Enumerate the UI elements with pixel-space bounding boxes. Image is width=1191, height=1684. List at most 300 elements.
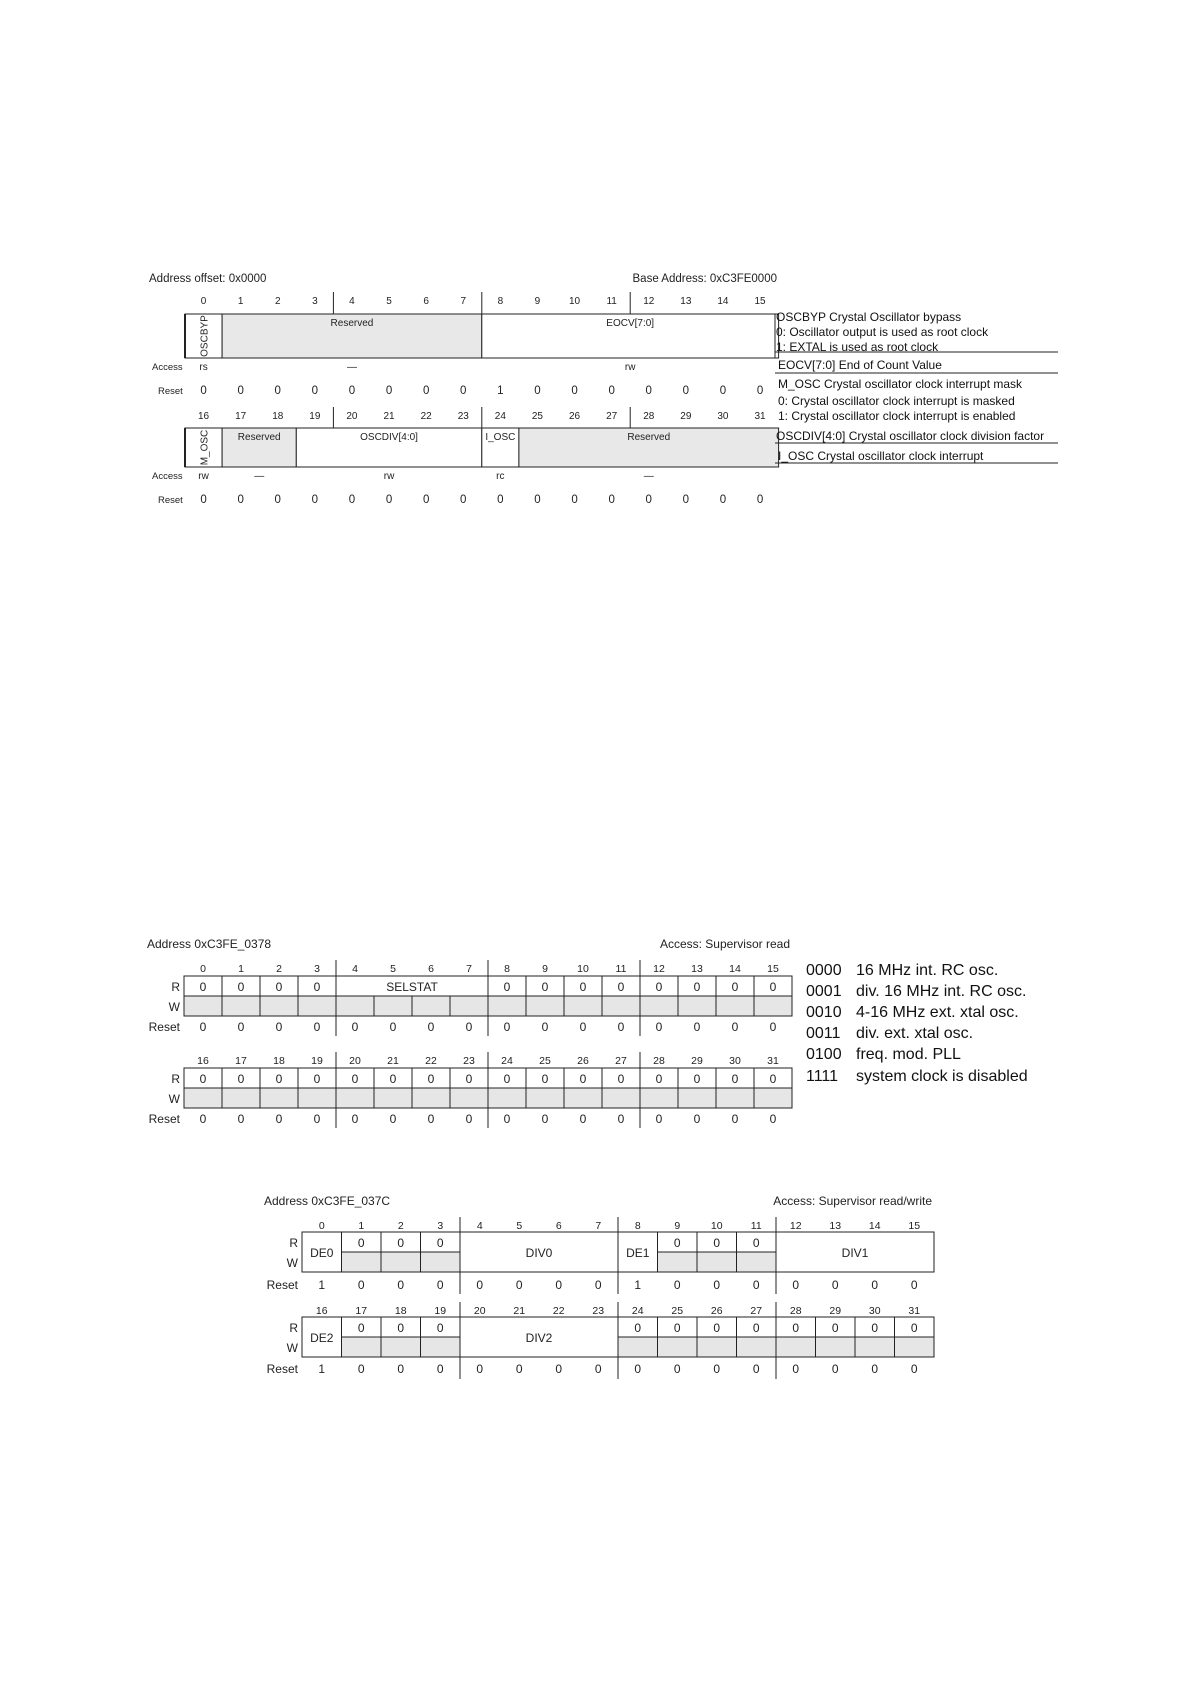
r-value: 0 — [617, 980, 625, 994]
w-cell — [678, 1088, 716, 1108]
reset-value: 0 — [792, 1278, 800, 1292]
w-cell — [716, 996, 754, 1016]
field-label-vertical: M_OSC — [199, 429, 211, 466]
bit-number: 29 — [829, 1305, 842, 1317]
w-cell — [374, 1088, 412, 1108]
w-cell — [450, 996, 488, 1016]
reset-value: 0 — [731, 1112, 739, 1126]
w-cell — [381, 1252, 421, 1272]
reset-value: 0 — [655, 1112, 663, 1126]
bit-number: 3 — [314, 963, 320, 975]
w-cell — [488, 1088, 526, 1108]
reset-value: 0 — [579, 1112, 587, 1126]
legend2-text: 16 MHz int. RC osc. — [856, 962, 999, 979]
bit-number: 22 — [552, 1305, 565, 1317]
reset-value: 0 — [313, 1020, 321, 1034]
bit-number: 15 — [754, 296, 766, 307]
bit-number: 16 — [197, 1055, 209, 1067]
reset-value: 0 — [503, 1020, 511, 1034]
reset-value: 0 — [541, 1112, 549, 1126]
bit-number: 1 — [238, 963, 244, 975]
legend1-line: OSCDIV[4:0] Crystal oscillator clock division factor — [776, 429, 1045, 443]
bit-number: 9 — [674, 1220, 681, 1232]
reset-value: 0 — [460, 385, 467, 397]
r-value: 0 — [237, 980, 245, 994]
bit-number: 6 — [423, 296, 429, 307]
reset-value: 0 — [427, 1020, 435, 1034]
bit-number: 28 — [643, 411, 655, 422]
w-cell — [342, 1252, 382, 1272]
field-label: DE0 — [310, 1246, 334, 1260]
w-cell — [450, 1088, 488, 1108]
access-value: rw — [624, 362, 636, 373]
field-label: I_OSC — [485, 432, 516, 443]
w-cell — [488, 996, 526, 1016]
reset-value: 0 — [199, 1020, 207, 1034]
bit-number: 26 — [710, 1305, 723, 1317]
bit-number: 9 — [542, 963, 548, 975]
legend2-code: 0100 — [806, 1046, 842, 1063]
bit-number: 7 — [460, 296, 467, 307]
bit-number: 19 — [309, 411, 321, 422]
reset-value: 0 — [313, 1112, 321, 1126]
bit-number: 5 — [386, 296, 392, 307]
reset-value: 0 — [756, 385, 764, 397]
legend1-line: OSCBYP Crystal Oscillator bypass — [776, 310, 962, 324]
reset-value: 0 — [515, 1362, 523, 1376]
bit-number: 0 — [318, 1220, 325, 1232]
reset-value: 0 — [389, 1020, 397, 1034]
bit-number: 16 — [315, 1305, 328, 1317]
bit-number: 18 — [272, 411, 284, 422]
bit-number: 0 — [200, 296, 207, 307]
reset-value: 0 — [693, 1020, 701, 1034]
r-value: 0 — [673, 1321, 681, 1335]
bit-number: 22 — [425, 1055, 437, 1067]
w-cell — [298, 1088, 336, 1108]
r-value: 0 — [313, 1072, 321, 1086]
reset-value: 1 — [318, 1362, 326, 1376]
field-label: Reserved — [237, 432, 281, 443]
reset-value: 0 — [436, 1278, 444, 1292]
bit-number: 0 — [200, 963, 206, 975]
reset-value: 0 — [311, 494, 319, 506]
r-value: 0 — [357, 1236, 365, 1250]
r-value: 0 — [655, 980, 663, 994]
bit-number: 8 — [497, 296, 504, 307]
bit-number: 13 — [691, 963, 703, 975]
bit-number: 20 — [346, 411, 358, 422]
reset-row-label: Reset — [158, 495, 183, 506]
field-label: DE2 — [310, 1331, 334, 1345]
bit-number: 26 — [568, 411, 581, 422]
w-row-label: W — [286, 1256, 298, 1270]
bit-number: 24 — [494, 411, 506, 422]
reset-value: 0 — [910, 1362, 918, 1376]
w-cell — [260, 1088, 298, 1108]
w-cell — [697, 1337, 737, 1357]
r-value: 0 — [910, 1321, 918, 1335]
access-value: — — [346, 362, 357, 373]
bit-number: 25 — [671, 1305, 684, 1317]
r-value: 0 — [541, 1072, 549, 1086]
r-value: 0 — [389, 1072, 397, 1086]
bit-number: 12 — [789, 1220, 802, 1232]
reset-value: 0 — [571, 385, 578, 397]
reset-value: 0 — [769, 1112, 777, 1126]
w-cell — [737, 1337, 777, 1357]
bit-number: 30 — [868, 1305, 881, 1317]
bit-number: 4 — [352, 963, 358, 975]
bit-number: 7 — [466, 963, 472, 975]
reset-value: 0 — [476, 1278, 484, 1292]
r-value: 0 — [731, 980, 739, 994]
bit-number: 10 — [710, 1220, 723, 1232]
bit-number: 14 — [868, 1220, 881, 1232]
reset-value: 1 — [497, 385, 504, 397]
bit-number: 6 — [428, 963, 434, 975]
field-label: EOCV[7:0] — [606, 318, 655, 329]
bit-number: 14 — [729, 963, 741, 975]
w-cell — [421, 1252, 461, 1272]
reset-value: 0 — [645, 385, 652, 397]
r-value: 0 — [397, 1321, 405, 1335]
r-value: 0 — [313, 980, 321, 994]
bit-number: 13 — [829, 1220, 842, 1232]
reset-value: 0 — [871, 1362, 879, 1376]
w-cell — [526, 1088, 564, 1108]
r-value: 0 — [275, 980, 283, 994]
r-value: 0 — [713, 1321, 721, 1335]
bit-number: 15 — [908, 1220, 921, 1232]
w-row-label: W — [286, 1341, 298, 1355]
bit-number: 10 — [577, 963, 589, 975]
r-value: 0 — [237, 1072, 245, 1086]
r-value: 0 — [351, 1072, 359, 1086]
r-value: 0 — [693, 980, 701, 994]
reset-value: 0 — [673, 1278, 681, 1292]
reset-value: 0 — [608, 385, 615, 397]
reset-value: 0 — [397, 1278, 405, 1292]
r-value: 0 — [503, 1072, 511, 1086]
bit-number: 21 — [513, 1305, 526, 1317]
bit-number: 20 — [473, 1305, 486, 1317]
legend1-line: I_OSC Crystal oscillator clock interrupt — [778, 449, 984, 463]
r-value: 0 — [752, 1321, 760, 1335]
bit-number: 29 — [691, 1055, 703, 1067]
access-row-label: Access — [152, 362, 183, 373]
bit-number: 4 — [476, 1220, 483, 1232]
legend1-line: 0: Oscillator output is used as root clock — [776, 325, 989, 339]
bit-number: 2 — [274, 296, 281, 307]
r-value: 0 — [731, 1072, 739, 1086]
w-cell — [754, 996, 792, 1016]
reset-value: 0 — [422, 494, 430, 506]
reset-value: 0 — [682, 385, 690, 397]
w-cell — [618, 1337, 658, 1357]
bit-number: 17 — [235, 411, 247, 422]
w-cell — [737, 1252, 777, 1272]
field-label: DE1 — [626, 1246, 650, 1260]
reset-value: 0 — [634, 1362, 642, 1376]
reset-row-label: Reset — [148, 1020, 180, 1034]
r-row-label: R — [171, 1072, 180, 1086]
reset-value: 0 — [534, 385, 541, 397]
bit-number: 15 — [767, 963, 779, 975]
bit-number: 2 — [397, 1220, 404, 1232]
bit-number: 3 — [312, 296, 318, 307]
w-cell — [222, 996, 260, 1016]
reset-value: 0 — [275, 1112, 283, 1126]
bit-number: 24 — [501, 1055, 513, 1067]
bit-number: 7 — [595, 1220, 602, 1232]
legend2-text: div. ext. xtal osc. — [856, 1025, 974, 1042]
legend2-code: 0010 — [806, 1004, 842, 1021]
w-cell — [381, 1337, 421, 1357]
r-value: 0 — [831, 1321, 839, 1335]
reset-value: 0 — [465, 1020, 473, 1034]
reset-value: 0 — [385, 494, 393, 506]
w-cell — [640, 1088, 678, 1108]
bit-number: 3 — [437, 1220, 444, 1232]
access-value: — — [643, 471, 654, 482]
reset-value: 0 — [497, 494, 504, 506]
bit-number: 28 — [789, 1305, 802, 1317]
r-value: 0 — [713, 1236, 721, 1250]
reset-value: 0 — [555, 1278, 563, 1292]
w-cell — [336, 996, 374, 1016]
w-cell — [184, 996, 222, 1016]
reset-value: 0 — [608, 494, 615, 506]
access-value: rs — [199, 362, 208, 373]
r-value: 0 — [436, 1236, 444, 1250]
bit-number: 18 — [394, 1305, 407, 1317]
r-value: 0 — [871, 1321, 879, 1335]
bit-number: 27 — [750, 1305, 763, 1317]
w-cell — [184, 1088, 222, 1108]
r-value: 0 — [199, 980, 207, 994]
bit-number: 30 — [729, 1055, 741, 1067]
legend1-line: 0: Crystal oscillator clock interrupt is masked — [778, 394, 1015, 408]
r-value: 0 — [769, 1072, 777, 1086]
bit-number: 5 — [516, 1220, 523, 1232]
bit-number: 21 — [383, 411, 395, 422]
field-label: Reserved — [627, 432, 671, 443]
bit-number: 1 — [237, 296, 244, 307]
bit-number: 11 — [750, 1220, 762, 1232]
reset-value: 0 — [275, 1020, 283, 1034]
register2-address: Address 0xC3FE_0378 — [147, 937, 272, 951]
legend1-line: M_OSC Crystal oscillator clock interrupt mask — [778, 377, 1023, 391]
register3-address: Address 0xC3FE_037C — [264, 1194, 391, 1208]
w-cell — [716, 1088, 754, 1108]
field-label: DIV2 — [525, 1331, 553, 1345]
bit-number: 9 — [534, 296, 541, 307]
bit-number: 31 — [754, 411, 766, 422]
bit-number: 25 — [539, 1055, 551, 1067]
w-cell — [374, 996, 412, 1016]
bit-number: 26 — [577, 1055, 589, 1067]
r-value: 0 — [503, 980, 511, 994]
field-label: SELSTAT — [386, 980, 438, 994]
reset-value: 0 — [713, 1278, 721, 1292]
reset-value: 1 — [634, 1278, 642, 1292]
legend2-text: system clock is disabled — [856, 1068, 1028, 1085]
bit-number: 14 — [717, 296, 729, 307]
reset-value: 0 — [348, 385, 356, 397]
field-label: OSCDIV[4:0] — [360, 432, 418, 443]
reset-value: 0 — [357, 1362, 365, 1376]
reset-row-label: Reset — [266, 1278, 298, 1292]
w-cell — [678, 996, 716, 1016]
reset-value: 0 — [617, 1020, 625, 1034]
bit-number: 2 — [276, 963, 282, 975]
bit-number: 27 — [606, 411, 618, 422]
reset-value: 0 — [910, 1278, 918, 1292]
reset-value: 0 — [719, 494, 727, 506]
reset-value: 0 — [199, 1112, 207, 1126]
w-cell — [602, 996, 640, 1016]
w-cell — [222, 1088, 260, 1108]
reset-value: 0 — [719, 385, 727, 397]
reset-value: 0 — [351, 1020, 359, 1034]
w-cell — [640, 996, 678, 1016]
r-row-label: R — [171, 980, 180, 994]
reset-value: 0 — [594, 1278, 602, 1292]
r-value: 0 — [397, 1236, 405, 1250]
r-value: 0 — [617, 1072, 625, 1086]
bit-number: 25 — [531, 411, 544, 422]
w-cell — [816, 1337, 856, 1357]
reset-value: 0 — [427, 1112, 435, 1126]
reset-value: 0 — [792, 1362, 800, 1376]
register3-access: Access: Supervisor read/write — [773, 1194, 932, 1208]
r-row-label: R — [289, 1321, 298, 1335]
reset-value: 0 — [237, 1112, 245, 1126]
field-label: Reserved — [330, 318, 374, 329]
r-value: 0 — [357, 1321, 365, 1335]
r-value: 0 — [275, 1072, 283, 1086]
reset-value: 0 — [274, 385, 281, 397]
w-cell — [526, 996, 564, 1016]
reset-row-label: Reset — [148, 1112, 180, 1126]
r-value: 0 — [769, 980, 777, 994]
reset-value: 0 — [385, 385, 393, 397]
reset-value: 0 — [311, 385, 319, 397]
reset-value: 0 — [351, 1112, 359, 1126]
r-value: 0 — [436, 1321, 444, 1335]
r-value: 0 — [673, 1236, 681, 1250]
reset-value: 0 — [752, 1362, 760, 1376]
access-value: rw — [198, 471, 209, 482]
reset-value: 0 — [200, 385, 207, 397]
bit-number: 11 — [615, 963, 627, 975]
bit-number: 6 — [555, 1220, 562, 1232]
bit-number: 19 — [434, 1305, 447, 1317]
reset-value: 0 — [357, 1278, 365, 1292]
bit-number: 23 — [463, 1055, 475, 1067]
bit-number: 17 — [355, 1305, 368, 1317]
reset-value: 0 — [752, 1278, 760, 1292]
legend2-code: 0011 — [806, 1025, 841, 1042]
reset-value: 0 — [541, 1020, 549, 1034]
reset-value: 0 — [645, 494, 652, 506]
field-label-vertical: OSCBYP — [199, 315, 211, 357]
legend1-line: 1: EXTAL is used as root clock — [776, 340, 939, 354]
bit-number: 19 — [311, 1055, 323, 1067]
w-cell — [658, 1337, 698, 1357]
bit-number: 30 — [717, 411, 729, 422]
reset-value: 0 — [831, 1278, 839, 1292]
reset-value: 0 — [871, 1278, 879, 1292]
bit-number: 5 — [390, 963, 396, 975]
reset-value: 0 — [555, 1362, 563, 1376]
reset-value: 0 — [515, 1278, 523, 1292]
legend1-line: 1: Crystal oscillator clock interrupt is enabled — [778, 409, 1016, 423]
reset-value: 0 — [831, 1362, 839, 1376]
reset-value: 0 — [237, 1020, 245, 1034]
reset-value: 0 — [693, 1112, 701, 1126]
legend2-text: 4-16 MHz ext. xtal osc. — [856, 1004, 1019, 1021]
bit-number: 23 — [457, 411, 469, 422]
reset-value: 0 — [579, 1020, 587, 1034]
w-cell — [298, 996, 336, 1016]
w-cell — [776, 1337, 816, 1357]
w-cell — [697, 1252, 737, 1272]
reset-value: 0 — [348, 494, 356, 506]
r-value: 0 — [465, 1072, 473, 1086]
legend2-text: div. 16 MHz int. RC osc. — [856, 983, 1027, 1000]
r-value: 0 — [634, 1321, 642, 1335]
reset-value: 0 — [673, 1362, 681, 1376]
bit-number: 31 — [767, 1055, 779, 1067]
reset-value: 0 — [756, 494, 764, 506]
w-cell — [421, 1337, 461, 1357]
bit-number: 16 — [197, 411, 210, 422]
reset-value: 0 — [389, 1112, 397, 1126]
w-cell — [412, 1088, 450, 1108]
reset-value: 0 — [503, 1112, 511, 1126]
bit-number: 13 — [680, 296, 692, 307]
reset-value: 0 — [460, 494, 467, 506]
access-row-label: Access — [152, 471, 183, 482]
bit-number: 20 — [349, 1055, 361, 1067]
w-cell — [658, 1252, 698, 1272]
field-label: DIV1 — [841, 1246, 869, 1260]
w-row-label: W — [168, 1000, 180, 1014]
w-cell — [564, 1088, 602, 1108]
w-cell — [260, 996, 298, 1016]
reset-value: 0 — [200, 494, 207, 506]
bit-number: 12 — [643, 296, 655, 307]
r-value: 0 — [199, 1072, 207, 1086]
reset-value: 0 — [534, 494, 541, 506]
reset-value: 0 — [422, 385, 430, 397]
w-cell — [564, 996, 602, 1016]
reset-value: 0 — [655, 1020, 663, 1034]
bit-number: 22 — [420, 411, 432, 422]
reset-value: 0 — [682, 494, 690, 506]
bit-number: 18 — [273, 1055, 285, 1067]
legend1-line: EOCV[7:0] End of Count Value — [778, 358, 942, 372]
w-cell — [895, 1337, 935, 1357]
reset-value: 0 — [594, 1362, 602, 1376]
r-value: 0 — [693, 1072, 701, 1086]
w-row-label: W — [168, 1092, 180, 1106]
r-value: 0 — [752, 1236, 760, 1250]
reset-value: 0 — [571, 494, 578, 506]
reset-value: 0 — [274, 494, 281, 506]
